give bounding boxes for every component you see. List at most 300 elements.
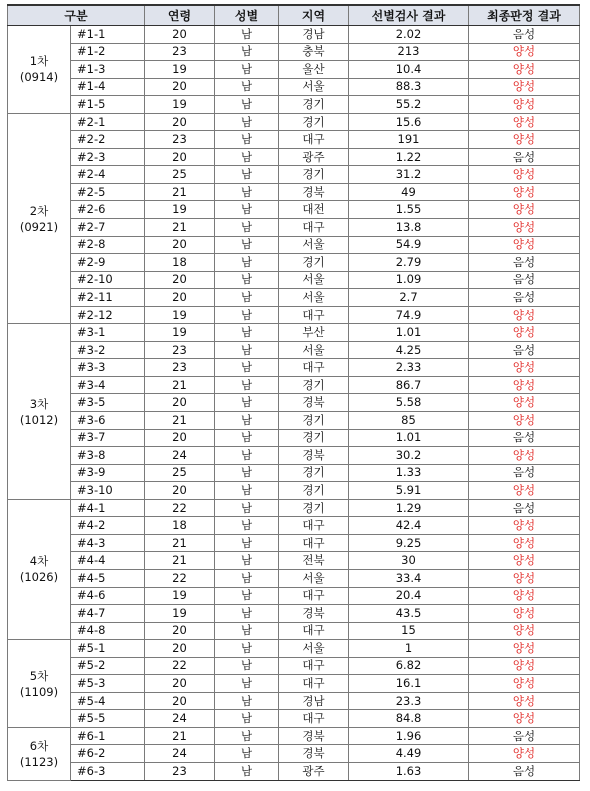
final-cell: 양성 bbox=[469, 394, 580, 412]
final-cell: 양성 bbox=[469, 534, 580, 552]
age-cell: 22 bbox=[145, 569, 215, 587]
sex-cell: 남 bbox=[215, 341, 279, 359]
screening-cell: 43.5 bbox=[349, 605, 469, 623]
region-cell: 대구 bbox=[279, 534, 349, 552]
region-cell: 대구 bbox=[279, 219, 349, 237]
sex-cell: 남 bbox=[215, 429, 279, 447]
sex-cell: 남 bbox=[215, 236, 279, 254]
table-header bbox=[8, 5, 580, 26]
group-name: 4차 bbox=[29, 554, 49, 569]
final-cell: 양성 bbox=[469, 166, 580, 184]
final-cell: 음성 bbox=[469, 254, 580, 272]
screening-cell: 2.02 bbox=[349, 26, 469, 44]
sex-cell: 남 bbox=[215, 412, 279, 430]
group-cell bbox=[8, 727, 71, 780]
group-name: 2차 bbox=[29, 203, 49, 218]
sex-cell: 남 bbox=[215, 517, 279, 535]
final-cell: 양성 bbox=[469, 745, 580, 763]
sample-id-cell: #3-9 bbox=[71, 464, 145, 482]
final-cell: 음성 bbox=[469, 148, 580, 166]
sex-cell: 남 bbox=[215, 447, 279, 465]
sex-cell: 남 bbox=[215, 482, 279, 500]
sample-id-cell: #2-5 bbox=[71, 183, 145, 201]
screening-cell: 5.58 bbox=[349, 394, 469, 412]
final-cell: 양성 bbox=[469, 605, 580, 623]
screening-cell: 49 bbox=[349, 183, 469, 201]
region-cell: 대구 bbox=[279, 657, 349, 675]
group-cell bbox=[8, 499, 71, 639]
table-row bbox=[8, 201, 580, 219]
table-row bbox=[8, 61, 580, 79]
region-cell: 충북 bbox=[279, 43, 349, 61]
sample-id-cell: #6-2 bbox=[71, 745, 145, 763]
sample-id-cell: #4-2 bbox=[71, 517, 145, 535]
screening-cell: 15.6 bbox=[349, 113, 469, 131]
region-cell: 경기 bbox=[279, 376, 349, 394]
screening-cell: 10.4 bbox=[349, 61, 469, 79]
age-cell: 24 bbox=[145, 447, 215, 465]
sex-cell: 남 bbox=[215, 324, 279, 342]
sex-cell: 남 bbox=[215, 148, 279, 166]
final-cell: 양성 bbox=[469, 692, 580, 710]
sex-cell: 남 bbox=[215, 569, 279, 587]
final-cell: 양성 bbox=[469, 359, 580, 377]
table-row bbox=[8, 447, 580, 465]
screening-cell: 30.2 bbox=[349, 447, 469, 465]
group-date: (0921) bbox=[19, 219, 59, 234]
screening-cell: 1.22 bbox=[349, 148, 469, 166]
group-name: 3차 bbox=[29, 396, 49, 411]
table-row bbox=[8, 552, 580, 570]
screening-cell: 86.7 bbox=[349, 376, 469, 394]
final-cell: 양성 bbox=[469, 552, 580, 570]
table-row bbox=[8, 96, 580, 114]
sample-id-cell: #3-4 bbox=[71, 376, 145, 394]
final-cell: 양성 bbox=[469, 482, 580, 500]
sex-cell: 남 bbox=[215, 622, 279, 640]
age-cell: 21 bbox=[145, 727, 215, 745]
region-cell: 경기 bbox=[279, 254, 349, 272]
age-cell: 20 bbox=[145, 271, 215, 289]
sample-id-cell: #4-3 bbox=[71, 534, 145, 552]
sample-id-cell: #1-3 bbox=[71, 61, 145, 79]
sample-id-cell: #2-12 bbox=[71, 306, 145, 324]
age-cell: 21 bbox=[145, 183, 215, 201]
sample-id-cell: #2-6 bbox=[71, 201, 145, 219]
sample-id-cell: #2-3 bbox=[71, 148, 145, 166]
region-cell: 경남 bbox=[279, 692, 349, 710]
header-final: 최종판정 결과 bbox=[469, 5, 580, 26]
age-cell: 21 bbox=[145, 534, 215, 552]
table-row bbox=[8, 657, 580, 675]
screening-cell: 85 bbox=[349, 412, 469, 430]
screening-cell: 13.8 bbox=[349, 219, 469, 237]
age-cell: 20 bbox=[145, 675, 215, 693]
table-row bbox=[8, 394, 580, 412]
screening-cell: 84.8 bbox=[349, 710, 469, 728]
region-cell: 대구 bbox=[279, 131, 349, 149]
screening-cell: 2.33 bbox=[349, 359, 469, 377]
region-cell: 서울 bbox=[279, 569, 349, 587]
group-date: (1123) bbox=[19, 754, 59, 769]
sex-cell: 남 bbox=[215, 201, 279, 219]
group-date: (0914) bbox=[19, 70, 59, 85]
region-cell: 경북 bbox=[279, 727, 349, 745]
region-cell: 전북 bbox=[279, 552, 349, 570]
screening-cell: 23.3 bbox=[349, 692, 469, 710]
sample-id-cell: #4-1 bbox=[71, 499, 145, 517]
final-cell: 음성 bbox=[469, 464, 580, 482]
sample-id-cell: #5-1 bbox=[71, 640, 145, 658]
group-name: 6차 bbox=[29, 738, 49, 753]
table-body bbox=[8, 26, 580, 781]
sample-id-cell: #1-5 bbox=[71, 96, 145, 114]
screening-cell: 213 bbox=[349, 43, 469, 61]
table-row bbox=[8, 166, 580, 184]
region-cell: 경기 bbox=[279, 113, 349, 131]
group-date: (1012) bbox=[19, 412, 59, 427]
sample-id-cell: #3-8 bbox=[71, 447, 145, 465]
sex-cell: 남 bbox=[215, 587, 279, 605]
table-row bbox=[8, 324, 580, 342]
screening-cell: 1.01 bbox=[349, 429, 469, 447]
age-cell: 20 bbox=[145, 482, 215, 500]
final-cell: 양성 bbox=[469, 517, 580, 535]
sample-id-cell: #5-5 bbox=[71, 710, 145, 728]
final-cell: 양성 bbox=[469, 587, 580, 605]
screening-cell: 88.3 bbox=[349, 78, 469, 96]
screening-cell: 9.25 bbox=[349, 534, 469, 552]
table-row bbox=[8, 622, 580, 640]
age-cell: 20 bbox=[145, 429, 215, 447]
screening-cell: 33.4 bbox=[349, 569, 469, 587]
final-cell: 양성 bbox=[469, 710, 580, 728]
sample-id-cell: #1-4 bbox=[71, 78, 145, 96]
final-cell: 음성 bbox=[469, 499, 580, 517]
age-cell: 23 bbox=[145, 359, 215, 377]
screening-cell: 1 bbox=[349, 640, 469, 658]
age-cell: 23 bbox=[145, 762, 215, 780]
final-cell: 양성 bbox=[469, 569, 580, 587]
sex-cell: 남 bbox=[215, 254, 279, 272]
sample-id-cell: #5-4 bbox=[71, 692, 145, 710]
final-cell: 양성 bbox=[469, 324, 580, 342]
region-cell: 대구 bbox=[279, 587, 349, 605]
region-cell: 광주 bbox=[279, 148, 349, 166]
age-cell: 25 bbox=[145, 166, 215, 184]
table-row bbox=[8, 640, 580, 658]
sex-cell: 남 bbox=[215, 464, 279, 482]
sex-cell: 남 bbox=[215, 376, 279, 394]
sample-id-cell: #2-11 bbox=[71, 289, 145, 307]
final-cell: 양성 bbox=[469, 183, 580, 201]
sex-cell: 남 bbox=[215, 131, 279, 149]
header-screening: 선별검사 결과 bbox=[349, 5, 469, 26]
final-cell: 양성 bbox=[469, 376, 580, 394]
sample-id-cell: #2-2 bbox=[71, 131, 145, 149]
age-cell: 23 bbox=[145, 341, 215, 359]
age-cell: 22 bbox=[145, 657, 215, 675]
age-cell: 19 bbox=[145, 324, 215, 342]
table-row bbox=[8, 236, 580, 254]
region-cell: 서울 bbox=[279, 289, 349, 307]
sex-cell: 남 bbox=[215, 605, 279, 623]
table-row bbox=[8, 605, 580, 623]
final-cell: 음성 bbox=[469, 762, 580, 780]
sex-cell: 남 bbox=[215, 499, 279, 517]
screening-cell: 1.33 bbox=[349, 464, 469, 482]
screening-cell: 4.25 bbox=[349, 341, 469, 359]
sample-id-cell: #2-4 bbox=[71, 166, 145, 184]
table-row bbox=[8, 113, 580, 131]
age-cell: 20 bbox=[145, 289, 215, 307]
final-cell: 양성 bbox=[469, 78, 580, 96]
table-row bbox=[8, 517, 580, 535]
table-row bbox=[8, 148, 580, 166]
final-cell: 음성 bbox=[469, 341, 580, 359]
table-row bbox=[8, 131, 580, 149]
sex-cell: 남 bbox=[215, 78, 279, 96]
screening-cell: 1.96 bbox=[349, 727, 469, 745]
screening-cell: 1.29 bbox=[349, 499, 469, 517]
final-cell: 양성 bbox=[469, 412, 580, 430]
region-cell: 경기 bbox=[279, 412, 349, 430]
group-cell bbox=[8, 640, 71, 728]
age-cell: 20 bbox=[145, 236, 215, 254]
screening-cell: 2.79 bbox=[349, 254, 469, 272]
header-row bbox=[8, 5, 580, 26]
table-row bbox=[8, 43, 580, 61]
final-cell: 양성 bbox=[469, 61, 580, 79]
table-row bbox=[8, 306, 580, 324]
age-cell: 21 bbox=[145, 219, 215, 237]
table-row bbox=[8, 26, 580, 44]
age-cell: 19 bbox=[145, 96, 215, 114]
age-cell: 20 bbox=[145, 148, 215, 166]
group-date: (1026) bbox=[19, 570, 59, 585]
age-cell: 21 bbox=[145, 376, 215, 394]
age-cell: 20 bbox=[145, 26, 215, 44]
sample-id-cell: #5-3 bbox=[71, 675, 145, 693]
age-cell: 22 bbox=[145, 499, 215, 517]
region-cell: 대전 bbox=[279, 201, 349, 219]
region-cell: 서울 bbox=[279, 78, 349, 96]
sample-id-cell: #3-3 bbox=[71, 359, 145, 377]
age-cell: 18 bbox=[145, 517, 215, 535]
age-cell: 23 bbox=[145, 131, 215, 149]
group-name: 1차 bbox=[29, 54, 49, 69]
region-cell: 대구 bbox=[279, 306, 349, 324]
final-cell: 음성 bbox=[469, 727, 580, 745]
region-cell: 경기 bbox=[279, 96, 349, 114]
sample-id-cell: #2-10 bbox=[71, 271, 145, 289]
screening-cell: 191 bbox=[349, 131, 469, 149]
screening-cell: 6.82 bbox=[349, 657, 469, 675]
region-cell: 대구 bbox=[279, 517, 349, 535]
sex-cell: 남 bbox=[215, 166, 279, 184]
header-age: 연령 bbox=[145, 5, 215, 26]
age-cell: 24 bbox=[145, 710, 215, 728]
final-cell: 양성 bbox=[469, 640, 580, 658]
age-cell: 23 bbox=[145, 43, 215, 61]
final-cell: 음성 bbox=[469, 271, 580, 289]
region-cell: 서울 bbox=[279, 341, 349, 359]
final-cell: 양성 bbox=[469, 219, 580, 237]
sex-cell: 남 bbox=[215, 675, 279, 693]
screening-cell: 5.91 bbox=[349, 482, 469, 500]
screening-cell: 20.4 bbox=[349, 587, 469, 605]
sample-id-cell: #3-10 bbox=[71, 482, 145, 500]
final-cell: 음성 bbox=[469, 26, 580, 44]
age-cell: 20 bbox=[145, 78, 215, 96]
sample-id-cell: #3-7 bbox=[71, 429, 145, 447]
region-cell: 경기 bbox=[279, 464, 349, 482]
region-cell: 서울 bbox=[279, 640, 349, 658]
sample-id-cell: #3-6 bbox=[71, 412, 145, 430]
screening-cell: 74.9 bbox=[349, 306, 469, 324]
sex-cell: 남 bbox=[215, 113, 279, 131]
age-cell: 19 bbox=[145, 587, 215, 605]
region-cell: 대구 bbox=[279, 359, 349, 377]
sample-id-cell: #4-5 bbox=[71, 569, 145, 587]
sample-id-cell: #4-7 bbox=[71, 605, 145, 623]
results-table bbox=[7, 4, 580, 781]
region-cell: 울산 bbox=[279, 61, 349, 79]
screening-cell: 31.2 bbox=[349, 166, 469, 184]
screening-cell: 16.1 bbox=[349, 675, 469, 693]
age-cell: 19 bbox=[145, 605, 215, 623]
sex-cell: 남 bbox=[215, 43, 279, 61]
age-cell: 20 bbox=[145, 394, 215, 412]
region-cell: 부산 bbox=[279, 324, 349, 342]
table-row bbox=[8, 219, 580, 237]
final-cell: 양성 bbox=[469, 447, 580, 465]
table-row bbox=[8, 692, 580, 710]
table-row bbox=[8, 271, 580, 289]
sex-cell: 남 bbox=[215, 183, 279, 201]
region-cell: 경기 bbox=[279, 499, 349, 517]
sex-cell: 남 bbox=[215, 692, 279, 710]
final-cell: 양성 bbox=[469, 306, 580, 324]
table-row bbox=[8, 710, 580, 728]
sex-cell: 남 bbox=[215, 61, 279, 79]
sample-id-cell: #1-2 bbox=[71, 43, 145, 61]
table-row bbox=[8, 499, 580, 517]
final-cell: 음성 bbox=[469, 429, 580, 447]
screening-cell: 1.09 bbox=[349, 271, 469, 289]
screening-cell: 2.7 bbox=[349, 289, 469, 307]
final-cell: 음성 bbox=[469, 289, 580, 307]
age-cell: 20 bbox=[145, 640, 215, 658]
group-name: 5차 bbox=[29, 668, 49, 683]
region-cell: 경기 bbox=[279, 166, 349, 184]
sex-cell: 남 bbox=[215, 394, 279, 412]
age-cell: 20 bbox=[145, 113, 215, 131]
screening-cell: 4.49 bbox=[349, 745, 469, 763]
sample-id-cell: #2-8 bbox=[71, 236, 145, 254]
screening-cell: 1.55 bbox=[349, 201, 469, 219]
region-cell: 경북 bbox=[279, 394, 349, 412]
sample-id-cell: #6-3 bbox=[71, 762, 145, 780]
screening-cell: 42.4 bbox=[349, 517, 469, 535]
sex-cell: 남 bbox=[215, 727, 279, 745]
region-cell: 경북 bbox=[279, 605, 349, 623]
final-cell: 양성 bbox=[469, 113, 580, 131]
screening-cell: 1.63 bbox=[349, 762, 469, 780]
sample-id-cell: #6-1 bbox=[71, 727, 145, 745]
sex-cell: 남 bbox=[215, 640, 279, 658]
age-cell: 18 bbox=[145, 254, 215, 272]
table-row bbox=[8, 78, 580, 96]
sample-id-cell: #5-2 bbox=[71, 657, 145, 675]
table-row bbox=[8, 183, 580, 201]
sample-id-cell: #4-6 bbox=[71, 587, 145, 605]
age-cell: 24 bbox=[145, 745, 215, 763]
group-date: (1109) bbox=[19, 684, 59, 699]
table-row bbox=[8, 762, 580, 780]
table-row bbox=[8, 587, 580, 605]
sex-cell: 남 bbox=[215, 219, 279, 237]
table-row bbox=[8, 254, 580, 272]
screening-cell: 54.9 bbox=[349, 236, 469, 254]
age-cell: 19 bbox=[145, 201, 215, 219]
table-row bbox=[8, 534, 580, 552]
sample-id-cell: #3-5 bbox=[71, 394, 145, 412]
final-cell: 양성 bbox=[469, 201, 580, 219]
sex-cell: 남 bbox=[215, 534, 279, 552]
sex-cell: 남 bbox=[215, 26, 279, 44]
table-row bbox=[8, 429, 580, 447]
sex-cell: 남 bbox=[215, 359, 279, 377]
table-row bbox=[8, 412, 580, 430]
group-cell bbox=[8, 113, 71, 324]
region-cell: 경북 bbox=[279, 745, 349, 763]
sample-id-cell: #1-1 bbox=[71, 26, 145, 44]
sex-cell: 남 bbox=[215, 271, 279, 289]
table-row bbox=[8, 289, 580, 307]
age-cell: 21 bbox=[145, 552, 215, 570]
table-row bbox=[8, 569, 580, 587]
table-row bbox=[8, 464, 580, 482]
sample-id-cell: #4-4 bbox=[71, 552, 145, 570]
final-cell: 양성 bbox=[469, 622, 580, 640]
group-cell bbox=[8, 324, 71, 499]
header-region: 지역 bbox=[279, 5, 349, 26]
region-cell: 대구 bbox=[279, 622, 349, 640]
region-cell: 대구 bbox=[279, 675, 349, 693]
final-cell: 양성 bbox=[469, 96, 580, 114]
region-cell: 경남 bbox=[279, 26, 349, 44]
age-cell: 20 bbox=[145, 692, 215, 710]
table-row bbox=[8, 482, 580, 500]
sample-id-cell: #2-9 bbox=[71, 254, 145, 272]
region-cell: 경북 bbox=[279, 447, 349, 465]
final-cell: 양성 bbox=[469, 675, 580, 693]
header-sex: 성별 bbox=[215, 5, 279, 26]
table-row bbox=[8, 376, 580, 394]
sample-id-cell: #2-1 bbox=[71, 113, 145, 131]
region-cell: 대구 bbox=[279, 710, 349, 728]
table-row bbox=[8, 745, 580, 763]
final-cell: 양성 bbox=[469, 131, 580, 149]
sample-id-cell: #3-1 bbox=[71, 324, 145, 342]
sex-cell: 남 bbox=[215, 657, 279, 675]
age-cell: 20 bbox=[145, 622, 215, 640]
age-cell: 19 bbox=[145, 61, 215, 79]
sex-cell: 남 bbox=[215, 96, 279, 114]
age-cell: 19 bbox=[145, 306, 215, 324]
final-cell: 양성 bbox=[469, 657, 580, 675]
